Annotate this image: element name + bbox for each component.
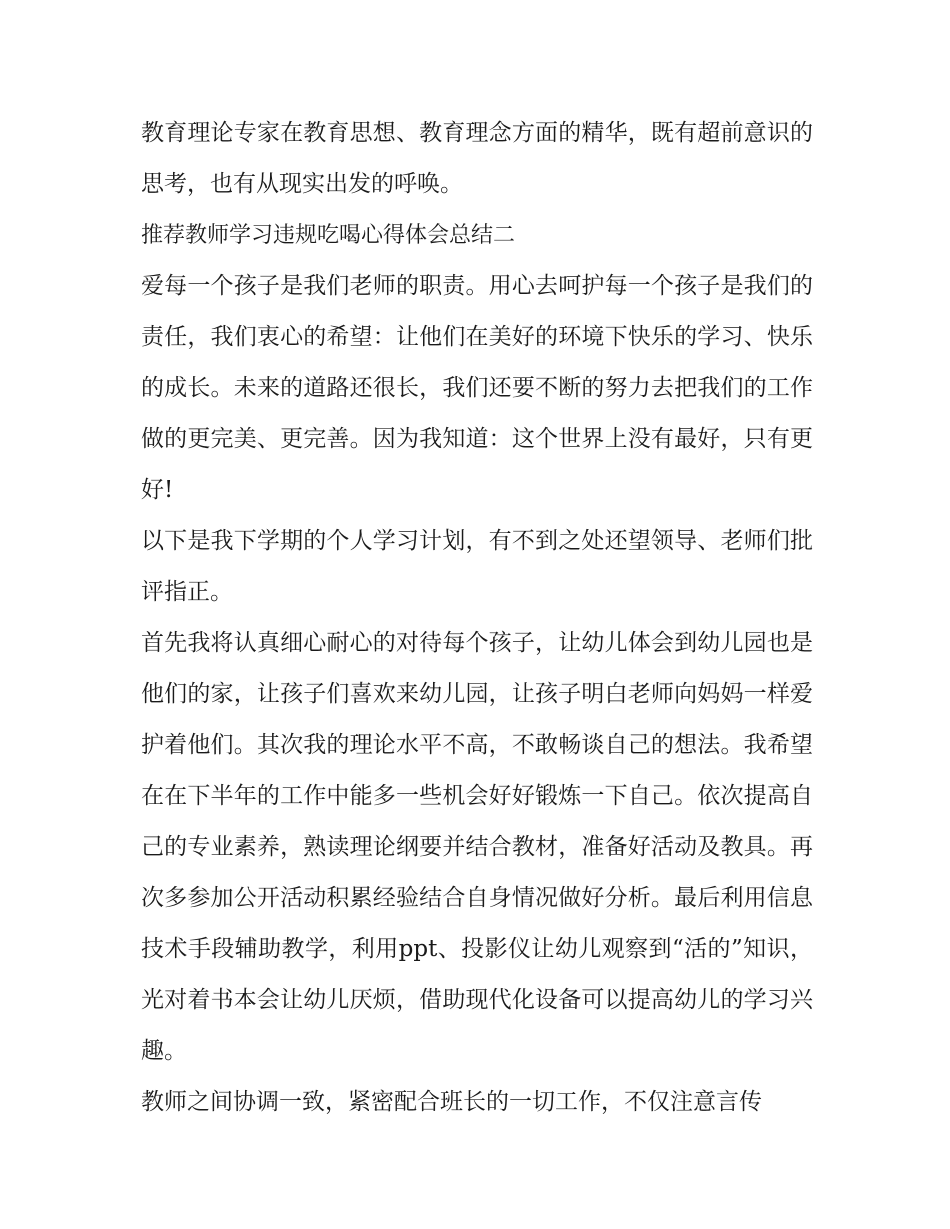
paragraph-plan-details: 首先我将认真细心耐心的对待每个孩子，让幼儿体会到幼儿园也是他们的家，让孩子们喜欢来幼儿园，让孩子明白老师向妈妈一样爱护着他们。其次我的理论水平不高，不敢畅谈自己的想法。我希望在在下半年的工作中能多一些机会好好锻炼一下自己。依次提高自己的专业素养，熟读理论纲要并结合教材，准备好活动及教具。再次多参加公开活动积累经验结合自身情况做好分析。最后利用信息技术手段辅助教学，利用ppt、投影仪让幼儿观察到“活的”知识，光对着书本会让幼儿厌烦，借助现代化设备可以提高幼儿的学习兴趣。 xyxy=(141,630,813,1064)
section-heading: 推荐教师学习违规吃喝心得体会总结二 xyxy=(141,223,516,248)
paragraph-cooperation: 教师之间协调一致，紧密配合班长的一切工作，不仅注意言传 xyxy=(141,1089,762,1115)
paragraph-plan-intro: 以下是我下学期的个人学习计划，有不到之处还望领导、老师们批评指正。 xyxy=(141,528,813,605)
paragraph-duty: 爱每一个孩子是我们老师的职责。用心去呵护每一个孩子是我们的责任，我们衷心的希望：让他们在美好的环境下快乐的学习、快乐的成长。未来的道路还很长，我们还要不断的努力去把我们的工作做的更完美、更完善。因为我知道：这个世界上没有最好，只有更好! xyxy=(141,273,813,503)
paragraph-intro: 教育理论专家在教育思想、教育理念方面的精华，既有超前意识的思考，也有从现实出发的呼唤。 xyxy=(141,120,813,197)
document-body xyxy=(141,108,813,1128)
